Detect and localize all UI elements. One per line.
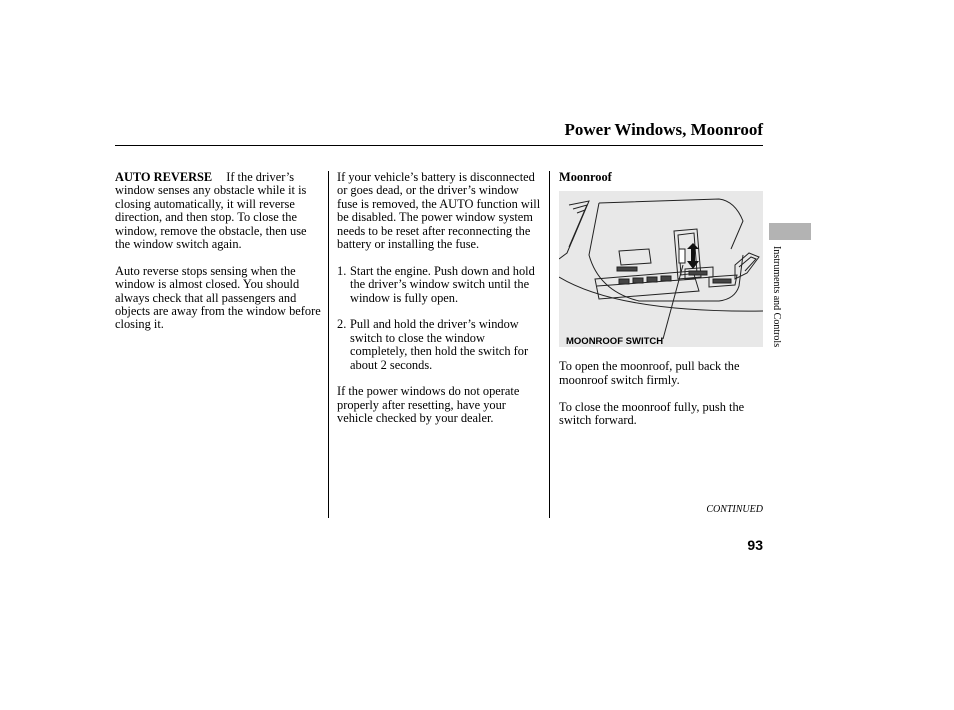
auto-reverse-note: Auto reverse stops sensing when the window is almost closed. You should always check that all passengers and objects are away from the window before closing it. [115, 263, 321, 332]
column-divider [549, 171, 550, 518]
auto-reverse-paragraph [115, 171, 321, 251]
column-auto-reverse [115, 171, 321, 345]
step-number: 2. [337, 317, 347, 332]
column-reset [337, 171, 542, 439]
list-item [337, 265, 542, 305]
step-text: Pull and hold the driver’s window switch to close the window completely, then hold the switch for about 2 seconds. [350, 317, 529, 372]
close-moonroof-paragraph: To close the moonroof fully, push the switch forward. [559, 399, 745, 428]
continued-note: CONTINUED [706, 504, 763, 515]
title-rule [115, 145, 763, 146]
column-moonroof [559, 171, 763, 441]
moonroof-heading: Moonroof [559, 170, 612, 184]
step-text: Start the engine. Push down and hold the driver’s window switch until the window is fully open. [350, 263, 535, 305]
moonroof-switch-figure [559, 191, 763, 347]
page-title: Power Windows, Moonroof [564, 120, 763, 139]
page-number: 93 [747, 537, 763, 553]
overhead-console-illustration [559, 191, 763, 347]
auto-reverse-text: If the driver’s window senses any obstacle while it is closing automatically, it will reverse direction, and then stop. To close the window, remove the obstacle, then use the window switch again. [115, 170, 307, 252]
step-number: 1. [337, 263, 347, 278]
moonroof-switch-label: MOONROOF SWITCH [566, 336, 664, 348]
reset-steps [337, 265, 542, 372]
auto-reverse-heading: AUTO REVERSE [115, 170, 213, 184]
column-divider [328, 171, 329, 518]
battery-paragraph: If your vehicle’s battery is disconnected or goes dead, or the driver’s window fuse is removed, the AUTO function will be disabled. The power window system needs to be reset after reconnecting the battery or installing the fuse. [337, 170, 541, 252]
section-tab [769, 223, 811, 240]
list-item [337, 318, 542, 372]
section-label: Instruments and Controls [771, 246, 782, 348]
open-moonroof-paragraph: To open the moonroof, pull back the moonroof switch firmly. [559, 359, 740, 387]
dealer-paragraph: If the power windows do not operate properly after resetting, have your vehicle checked by your dealer. [337, 384, 520, 426]
